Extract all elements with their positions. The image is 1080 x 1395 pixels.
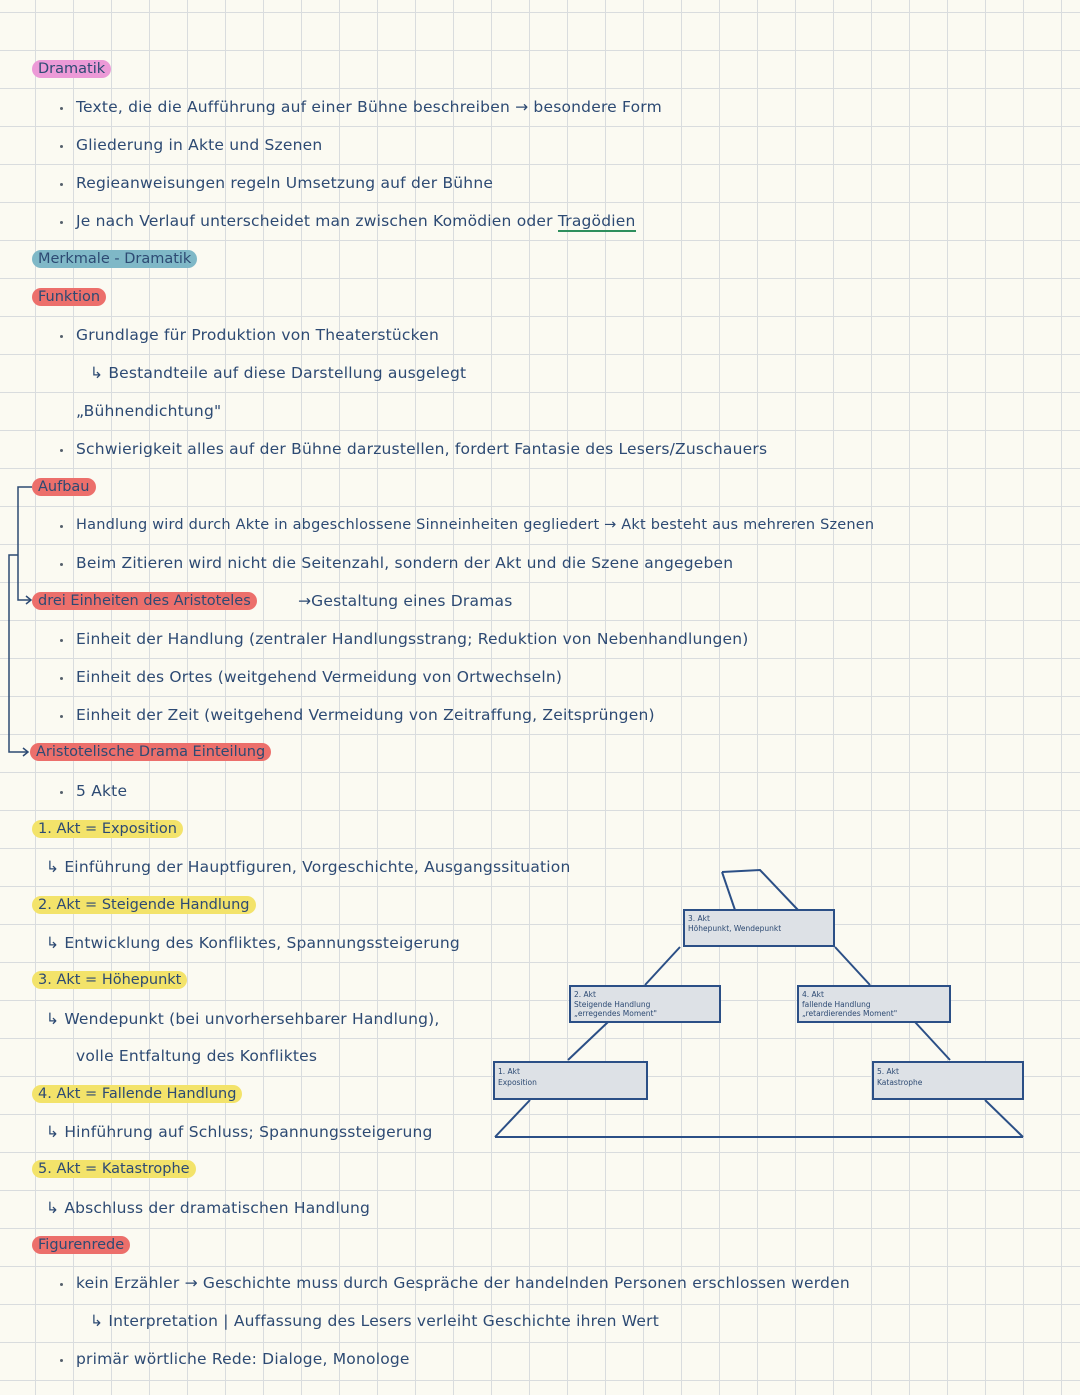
- aufbau-line-1: Handlung wird durch Akte in abgeschlossene Sinneinheiten gegliedert → Akt besteht aus mehreren Szenen: [76, 517, 875, 533]
- akt-4-desc: ↳ Hinführung auf Schluss; Spannungssteigerung: [46, 1123, 433, 1141]
- bullet: [60, 449, 63, 452]
- figurenrede-line-3: primär wörtliche Rede: Dialoge, Monologe: [76, 1350, 410, 1368]
- akt-5-heading: 5. Akt = Katastrophe: [32, 1160, 196, 1178]
- bullet: [60, 1283, 63, 1286]
- akt-3-box-desc: Höhepunkt, Wendepunkt: [688, 924, 782, 933]
- akt-3-box-title: 3. Akt: [688, 914, 710, 923]
- akt-3-desc: ↳ Wendepunkt (bei unvorhersehbarer Handlung),: [46, 1010, 440, 1028]
- bullet: [60, 791, 63, 794]
- funktion-line-4: Schwierigkeit alles auf der Bühne darzustellen, fordert Fantasie des Lesers/Zuschauers: [76, 440, 768, 458]
- bullet: [60, 221, 63, 224]
- akt-1-heading: 1. Akt = Exposition: [32, 820, 183, 838]
- heading-merkmale: Merkmale - Dramatik: [32, 250, 197, 268]
- pyramid-box-akt-5: [872, 1061, 1024, 1100]
- akt-5-desc: ↳ Abschluss der dramatischen Handlung: [46, 1199, 371, 1217]
- pyramid-box-akt-2: [569, 985, 721, 1023]
- funktion-line-2: ↳ Bestandteile auf diese Darstellung ausgelegt: [90, 364, 467, 382]
- bracket-aufbau-einheiten: [18, 487, 32, 600]
- akt-4-heading: 4. Akt = Fallende Handlung: [32, 1085, 242, 1103]
- akt-2-desc: ↳ Entwicklung des Konfliktes, Spannungssteigerung: [46, 934, 460, 952]
- bullet: [60, 677, 63, 680]
- einteilung-akte: 5 Akte: [76, 782, 128, 800]
- akt-1-box-desc: Exposition: [498, 1078, 537, 1087]
- aufbau-line-2: Beim Zitieren wird nicht die Seitenzahl, sondern der Akt und die Szene angegeben: [76, 554, 734, 572]
- akt-1-box-title: 1. Akt: [498, 1067, 520, 1076]
- pyramid-box-akt-1: [493, 1061, 648, 1100]
- heading-einteilung: Aristotelische Drama Einteilung: [30, 743, 271, 761]
- akt-4-box-desc-2: „retardierendes Moment": [802, 1009, 898, 1018]
- akt-2-box-title: 2. Akt: [574, 990, 596, 999]
- akt-4-box-desc: fallende Handlung: [802, 1000, 871, 1009]
- akt-5-box-desc: Katastrophe: [877, 1078, 923, 1087]
- heading-einheiten: drei Einheiten des Aristoteles: [32, 592, 257, 610]
- dramatik-line-2: Gliederung in Akte und Szenen: [76, 136, 323, 154]
- heading-dramatik: Dramatik: [32, 60, 111, 78]
- tragoedien-underlined: Tragödien: [557, 212, 636, 230]
- funktion-line-3: „Bühnendichtung": [76, 402, 222, 420]
- bullet: [60, 639, 63, 642]
- pyramid-box-akt-4: [797, 985, 951, 1023]
- einheiten-suffix: →Gestaltung eines Dramas: [298, 592, 513, 610]
- dramatik-line-4-text: Je nach Verlauf unterscheidet man zwischen Komödien oder: [76, 212, 558, 230]
- heading-aufbau: Aufbau: [32, 478, 96, 496]
- pyramid-box-akt-3: [683, 909, 835, 947]
- funktion-line-1: Grundlage für Produktion von Theaterstücken: [76, 326, 440, 344]
- bullet: [60, 715, 63, 718]
- figurenrede-line-2: ↳ Interpretation | Auffassung des Lesers verleiht Geschichte ihren Wert: [90, 1312, 659, 1330]
- einheiten-line-1: Einheit der Handlung (zentraler Handlungsstrang; Reduktion von Nebenhandlungen): [76, 630, 749, 648]
- bullet: [60, 563, 63, 566]
- bracket-aufbau-einteilung: [9, 555, 28, 752]
- akt-1-desc: ↳ Einführung der Hauptfiguren, Vorgeschichte, Ausgangssituation: [46, 858, 571, 876]
- bullet: [60, 525, 63, 528]
- akt-2-box-desc: Steigende Handlung: [574, 1000, 651, 1009]
- dramatik-line-1: Texte, die die Aufführung auf einer Bühne beschreiben → besondere Form: [76, 98, 662, 116]
- dramatik-line-3: Regieanweisungen regeln Umsetzung auf der Bühne: [76, 174, 494, 192]
- akt-4-box-title: 4. Akt: [802, 990, 824, 999]
- akt-2-box-desc-2: „erregendes Moment": [574, 1009, 657, 1018]
- dramatik-line-4: [76, 211, 636, 231]
- bullet: [60, 1359, 63, 1362]
- bullet: [60, 145, 63, 148]
- akt-2-heading: 2. Akt = Steigende Handlung: [32, 896, 256, 914]
- bullet: [60, 335, 63, 338]
- figurenrede-line-1: kein Erzähler → Geschichte muss durch Gespräche der handelnden Personen erschlossen werden: [76, 1274, 850, 1292]
- bullet: [60, 107, 63, 110]
- bullet: [60, 183, 63, 186]
- akt-3-heading: 3. Akt = Höhepunkt: [32, 971, 187, 989]
- einheiten-line-2: Einheit des Ortes (weitgehend Vermeidung von Ortwechseln): [76, 668, 563, 686]
- heading-funktion: Funktion: [32, 288, 106, 306]
- heading-figurenrede: Figurenrede: [32, 1236, 130, 1254]
- akt-3-desc-2: volle Entfaltung des Konfliktes: [76, 1047, 318, 1065]
- akt-5-box-title: 5. Akt: [877, 1067, 899, 1076]
- einheiten-line-3: Einheit der Zeit (weitgehend Vermeidung von Zeitraffung, Zeitsprüngen): [76, 706, 655, 724]
